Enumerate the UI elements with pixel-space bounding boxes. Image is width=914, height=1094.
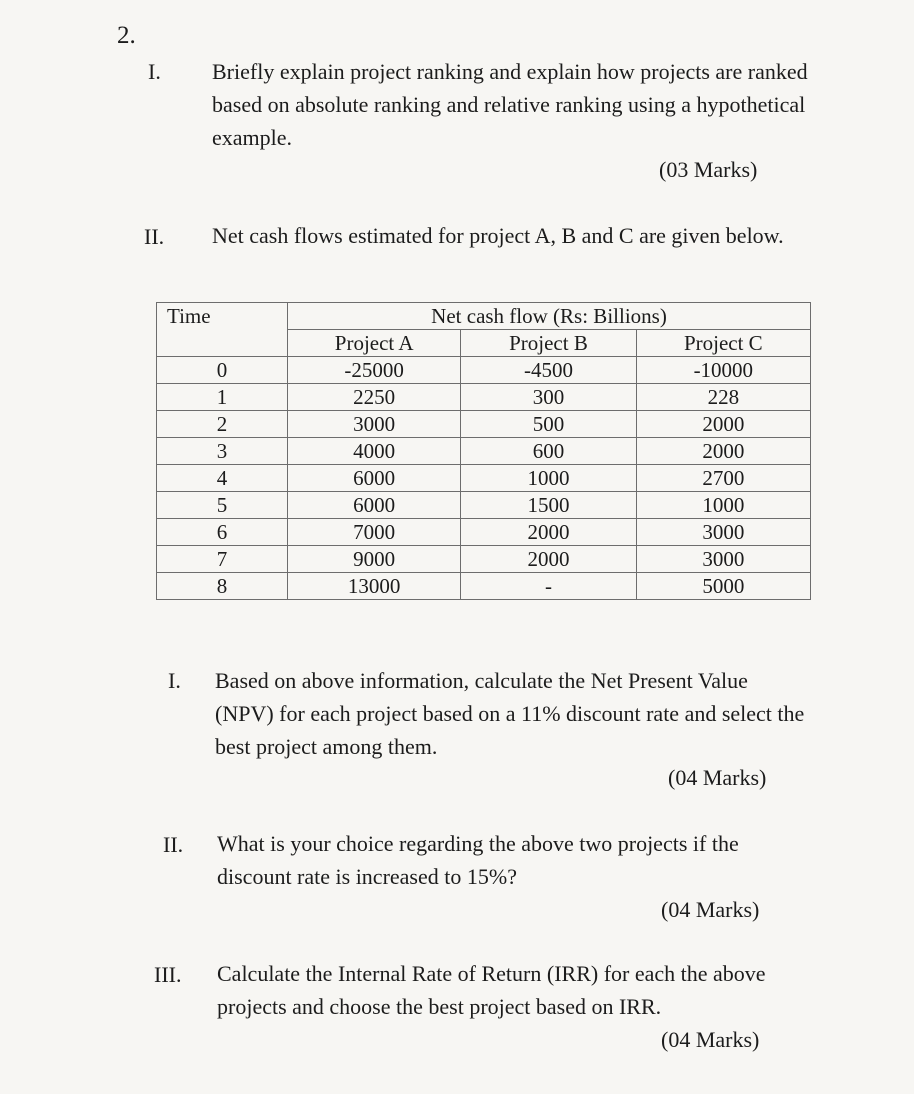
sub2-question: [217, 827, 739, 893]
project-c-header: Project C: [636, 330, 810, 357]
sub2-line: discount rate is increased to 15%?: [217, 864, 517, 889]
project-c-cell: 3000: [636, 546, 810, 573]
table-row: [157, 573, 811, 600]
time-cell: 0: [157, 357, 288, 384]
project-a-cell: -25000: [288, 357, 461, 384]
project-b-cell: 600: [461, 438, 636, 465]
project-a-cell: 13000: [288, 573, 461, 600]
project-c-cell: 2000: [636, 438, 810, 465]
project-c-cell: 2700: [636, 465, 810, 492]
project-c-cell: 5000: [636, 573, 810, 600]
sub3-question: [217, 957, 766, 1023]
project-c-cell: 228: [636, 384, 810, 411]
project-a-cell: 9000: [288, 546, 461, 573]
cash-flow-table: [156, 302, 811, 600]
part1-marks: (03 Marks): [659, 157, 758, 182]
time-cell: 7: [157, 546, 288, 573]
sub3-line: Calculate the Internal Rate of Return (IRR) for each the above: [217, 961, 766, 986]
part1-line: example.: [212, 125, 293, 150]
time-header: Time: [157, 303, 288, 357]
project-a-cell: 4000: [288, 438, 461, 465]
time-cell: 4: [157, 465, 288, 492]
project-a-cell: 7000: [288, 519, 461, 546]
table-row: [157, 519, 811, 546]
project-b-cell: 2000: [461, 546, 636, 573]
project-c-cell: 1000: [636, 492, 810, 519]
question-number: 2.: [117, 22, 136, 49]
part2-intro: Net cash flows estimated for project A, B and C are given below.: [212, 223, 784, 248]
table-header-row: [157, 303, 811, 330]
sub1-numeral: I.: [168, 668, 181, 693]
project-a-header: Project A: [288, 330, 461, 357]
project-a-cell: 3000: [288, 411, 461, 438]
time-cell: 5: [157, 492, 288, 519]
sub3-marks: (04 Marks): [661, 1027, 760, 1052]
net-cash-flow-header: Net cash flow (Rs: Billions): [288, 303, 811, 330]
sub2-numeral: II.: [163, 832, 184, 857]
project-b-cell: 300: [461, 384, 636, 411]
part1-line: Briefly explain project ranking and explain how projects are ranked: [212, 59, 808, 84]
table-row: [157, 438, 811, 465]
part1-numeral: I.: [148, 59, 161, 84]
project-b-cell: -: [461, 573, 636, 600]
part2-numeral: II.: [144, 224, 165, 249]
sub2-line: What is your choice regarding the above two projects if the: [217, 831, 739, 856]
sub3-line: projects and choose the best project based on IRR.: [217, 994, 662, 1019]
part1-question: [212, 55, 808, 154]
sub1-line: Based on above information, calculate the Net Present Value: [215, 668, 748, 693]
project-b-cell: 1000: [461, 465, 636, 492]
project-c-cell: 2000: [636, 411, 810, 438]
project-b-header: Project B: [461, 330, 636, 357]
table-row: [157, 465, 811, 492]
sub2-marks: (04 Marks): [661, 897, 760, 922]
project-b-cell: 2000: [461, 519, 636, 546]
project-a-cell: 2250: [288, 384, 461, 411]
sub1-line: (NPV) for each project based on a 11% discount rate and select the: [215, 701, 805, 726]
sub1-marks: (04 Marks): [668, 765, 767, 790]
table-row: [157, 546, 811, 573]
project-a-cell: 6000: [288, 492, 461, 519]
sub1-question: [215, 664, 804, 763]
sub1-line: best project among them.: [215, 734, 438, 759]
time-cell: 1: [157, 384, 288, 411]
sub3-numeral: III.: [154, 962, 182, 987]
project-a-cell: 6000: [288, 465, 461, 492]
time-cell: 6: [157, 519, 288, 546]
project-c-cell: -10000: [636, 357, 810, 384]
project-c-cell: 3000: [636, 519, 810, 546]
project-b-cell: -4500: [461, 357, 636, 384]
table-row: [157, 492, 811, 519]
table-row: [157, 357, 811, 384]
table-row: [157, 384, 811, 411]
part1-line: based on absolute ranking and relative ranking using a hypothetical: [212, 92, 806, 117]
time-cell: 3: [157, 438, 288, 465]
table-row: [157, 411, 811, 438]
time-cell: 8: [157, 573, 288, 600]
time-cell: 2: [157, 411, 288, 438]
project-b-cell: 1500: [461, 492, 636, 519]
project-b-cell: 500: [461, 411, 636, 438]
